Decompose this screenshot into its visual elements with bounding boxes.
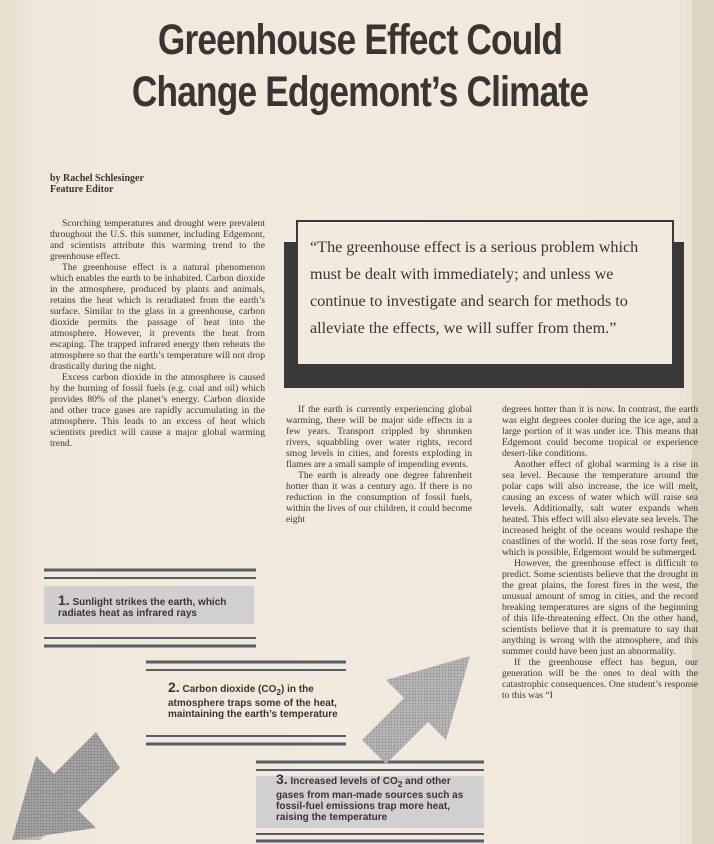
paragraph: However, the greenhouse effect is difficult to predict. Some scientists believe that the drought in the great plains, the forest fires in the west, the unusual amount of smog in cities, and the record breaking temperatures are signs of the beginning of this life-threatening effect. On the other hand, scientists believe that it is premature to say that anything is wrong with the atmosphere, and this summer could have been just an abnormality. bbox=[502, 558, 698, 657]
diagram-caption-2 bbox=[168, 679, 343, 720]
step-number: 2. bbox=[168, 679, 180, 695]
diagram-caption-1 bbox=[58, 592, 258, 619]
pull-quote: “The greenhouse effect is a serious problem which must be dealt with immediately; and unless we continue to investigate and search for methods to alleviate the effects, we will suffer from them.” bbox=[296, 220, 674, 366]
article-column-3 bbox=[502, 404, 698, 701]
step-text: ) in the atmosphere traps some of the heat, maintaining the earth’s temperature bbox=[168, 684, 338, 720]
headline-line-1: Greenhouse Effect Could bbox=[157, 16, 563, 64]
paragraph: The earth is already one degree fahrenheit hotter than it was a century ago. If there is no reduction in the consumption of fossil fuels, within the lives of our children, it could become eight bbox=[286, 470, 472, 525]
step-text: Carbon dioxide (CO bbox=[182, 684, 277, 695]
article-column-2 bbox=[286, 404, 472, 525]
paragraph: Another effect of global warming is a rise in sea level. Because the temperature around the polar caps will also increase, the ice will melt, causing an excess of water which will raise sea levels. Additionally, salt water expands when heated. This effect will also elevate sea levels. The increased height of the oceans would reshape the coastlines of the world. If the seas rose forty feet, which is possible, Edgemont would be submerged. bbox=[502, 459, 698, 558]
byline bbox=[50, 173, 144, 195]
headline-line-2: Change Edgemont’s Climate bbox=[131, 68, 589, 116]
byline-author: by Rachel Schlesinger bbox=[50, 173, 144, 184]
paragraph: If the greenhouse effect has begun, our generation will be the ones to deal with the catastrophic consequences. One student’s response to this was “I bbox=[502, 657, 698, 701]
byline-role: Feature Editor bbox=[50, 184, 114, 195]
diagram-caption-3 bbox=[276, 771, 466, 823]
headline bbox=[114, 14, 606, 118]
paragraph: degrees hotter than it is now. In contrast, the earth was eight degrees cooler during the ice age, and a large portion of it was under ice. This means that Edgemont could become tropical or experience desert-like conditions. bbox=[502, 404, 698, 459]
step-number: 3. bbox=[276, 771, 288, 787]
subscript: 2 bbox=[276, 687, 282, 697]
paragraph: If the earth is currently experiencing global warming, there will be major side effects in a few years. Transport crippled by shrunken rivers, squabbling over water rights, record smog levels in cities, and forests exploding in flames are a small sample of impending events. bbox=[286, 404, 472, 470]
paragraph: Scorching temperatures and drought were prevalent throughout the U.S. this summer, including Edgemont, and scientists attribute this warming trend to the greenhouse effect. bbox=[50, 218, 265, 262]
step-text: Sunlight strikes the earth, which radiates heat as infrared rays bbox=[58, 597, 227, 619]
paragraph: Excess carbon dioxide in the atmosphere is caused by the burning of fossil fuels (e.g. coal and oil) which provides 80% of the planet’s energy. Carbon dioxide and other trace gases are rapidly accumulating in the atmosphere. This leads to an excess of heat which scientists predict will cause a major global warming trend. bbox=[50, 372, 265, 449]
step-number: 1. bbox=[58, 592, 70, 608]
step-text: and other gases from man-made sources such as fossil-fuel emissions trap more heat, raising the temperature bbox=[276, 776, 464, 823]
up-arrow-icon bbox=[362, 656, 470, 764]
step-text: Increased levels of CO bbox=[290, 776, 398, 787]
paragraph: The greenhouse effect is a natural phenomenon which enables the earth to be inhabited. Carbon dioxide in the atmosphere, produced by plants and animals, retains the heat which is reradiated from the earth’s surface. Similar to the glass in a greenhouse, carbon dioxide permits the passage of heat into the atmosphere. However, it prevents the heat from escaping. The trapped infrared energy then reheats the atmosphere so that the earth’s temperature will not drop drastically during the night. bbox=[50, 262, 265, 372]
article-column-1 bbox=[50, 218, 265, 449]
subscript: 2 bbox=[397, 779, 403, 789]
